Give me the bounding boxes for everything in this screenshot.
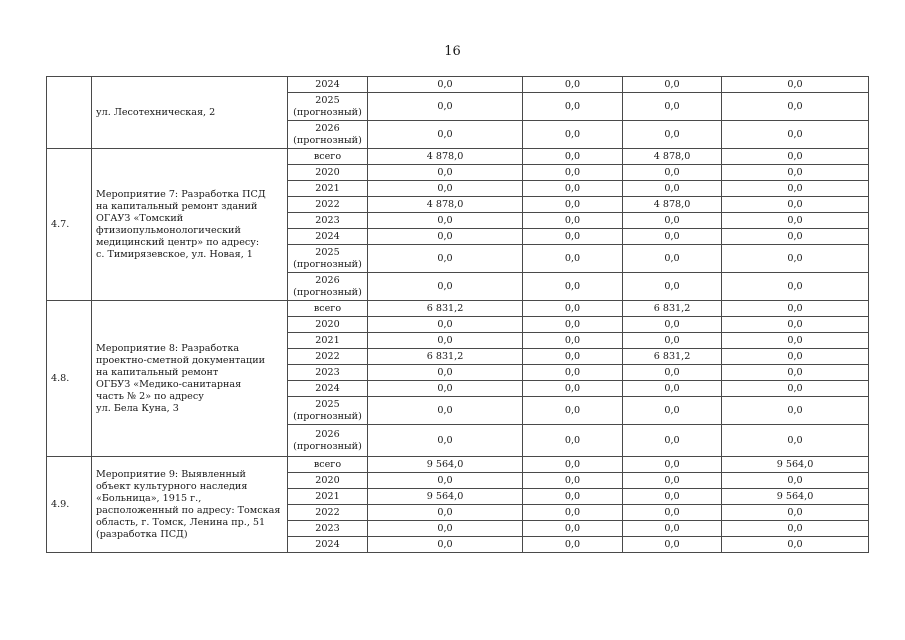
year-label: 2024 <box>315 538 340 550</box>
year-label: 2025 <box>315 246 340 258</box>
year-label: 2020 <box>315 318 340 330</box>
value-cell: 0,0 <box>368 245 523 273</box>
year-label: всего <box>313 150 342 162</box>
value-cell: 0,0 <box>523 213 623 229</box>
item-number: 4.7. <box>47 149 92 301</box>
value-cell: 0,0 <box>523 273 623 301</box>
value-cell: 0,0 <box>368 229 523 245</box>
value-cell: 0,0 <box>722 93 869 121</box>
year-cell <box>288 425 368 457</box>
value-cell: 0,0 <box>722 425 869 457</box>
item-description <box>92 149 288 301</box>
year-cell <box>288 397 368 425</box>
year-label: 2020 <box>315 166 340 178</box>
item-number: 4.8. <box>47 301 92 457</box>
value-cell: 0,0 <box>722 365 869 381</box>
year-cell <box>288 473 368 489</box>
value-cell: 0,0 <box>722 381 869 397</box>
table-row <box>47 77 869 93</box>
value-cell: 6 831,2 <box>623 301 722 317</box>
item-number <box>47 77 92 149</box>
year-label: (прогнозный) <box>293 106 362 118</box>
value-cell: 0,0 <box>623 333 722 349</box>
year-cell <box>288 457 368 473</box>
value-cell: 0,0 <box>623 165 722 181</box>
year-label: 2025 <box>315 398 340 410</box>
year-label: 2026 <box>315 274 340 286</box>
description-line: с. Тимирязевское, ул. Новая, 1 <box>96 248 253 260</box>
description-line: Мероприятие 8: Разработка <box>96 342 240 354</box>
description-line: часть № 2» по адресу <box>96 390 204 402</box>
year-cell <box>288 213 368 229</box>
value-cell: 4 878,0 <box>368 197 523 213</box>
value-cell: 0,0 <box>623 489 722 505</box>
description-line: на капитальный ремонт зданий <box>96 200 258 212</box>
value-cell: 0,0 <box>368 77 523 93</box>
year-cell <box>288 301 368 317</box>
year-cell <box>288 381 368 397</box>
description-line: ул. Лесотехническая, 2 <box>96 106 216 118</box>
value-cell: 0,0 <box>623 425 722 457</box>
value-cell: 0,0 <box>722 301 869 317</box>
year-label: 2025 <box>315 94 340 106</box>
value-cell: 0,0 <box>623 121 722 149</box>
value-cell: 9 564,0 <box>368 457 523 473</box>
value-cell: 0,0 <box>523 489 623 505</box>
value-cell: 0,0 <box>523 349 623 365</box>
year-cell <box>288 197 368 213</box>
value-cell: 0,0 <box>722 77 869 93</box>
value-cell: 0,0 <box>623 93 722 121</box>
value-cell: 4 878,0 <box>623 197 722 213</box>
year-cell <box>288 77 368 93</box>
value-cell: 9 564,0 <box>722 489 869 505</box>
value-cell: 0,0 <box>368 365 523 381</box>
year-cell <box>288 365 368 381</box>
year-cell <box>288 93 368 121</box>
value-cell: 0,0 <box>623 77 722 93</box>
value-cell: 0,0 <box>523 93 623 121</box>
year-label: всего <box>313 302 342 314</box>
value-cell: 0,0 <box>722 245 869 273</box>
year-label: 2024 <box>315 230 340 242</box>
value-cell: 0,0 <box>523 121 623 149</box>
value-cell: 0,0 <box>722 213 869 229</box>
year-label: всего <box>313 458 342 470</box>
value-cell: 0,0 <box>722 505 869 521</box>
description-line: расположенный по адресу: Томская <box>96 504 281 516</box>
value-cell: 0,0 <box>623 397 722 425</box>
value-cell: 0,0 <box>368 181 523 197</box>
budget-table <box>46 76 869 553</box>
description-line: ОГАУЗ «Томский <box>96 212 184 224</box>
description-line: Мероприятие 9: Выявленный <box>96 468 246 480</box>
value-cell: 4 878,0 <box>623 149 722 165</box>
value-cell: 0,0 <box>523 381 623 397</box>
page-number: 16 <box>444 44 461 59</box>
item-description <box>92 457 288 553</box>
description-line: фтизиопульмонологический <box>96 224 241 236</box>
year-label: (прогнозный) <box>293 440 362 452</box>
value-cell: 0,0 <box>722 537 869 553</box>
value-cell: 0,0 <box>722 333 869 349</box>
year-label: 2022 <box>315 350 340 362</box>
item-number: 4.9. <box>47 457 92 553</box>
description-line: Мероприятие 7: Разработка ПСД <box>96 188 266 200</box>
value-cell: 0,0 <box>623 505 722 521</box>
value-cell: 0,0 <box>623 365 722 381</box>
value-cell: 0,0 <box>368 521 523 537</box>
year-label: 2023 <box>315 214 340 226</box>
value-cell: 0,0 <box>722 521 869 537</box>
value-cell: 0,0 <box>722 121 869 149</box>
value-cell: 0,0 <box>523 537 623 553</box>
value-cell: 0,0 <box>623 537 722 553</box>
value-cell: 6 831,2 <box>623 349 722 365</box>
year-cell <box>288 537 368 553</box>
year-cell <box>288 149 368 165</box>
value-cell: 0,0 <box>368 121 523 149</box>
value-cell: 0,0 <box>523 365 623 381</box>
value-cell: 0,0 <box>368 505 523 521</box>
value-cell: 0,0 <box>523 149 623 165</box>
value-cell: 0,0 <box>722 397 869 425</box>
year-label: (прогнозный) <box>293 258 362 270</box>
year-label: 2024 <box>315 78 340 90</box>
value-cell: 0,0 <box>722 165 869 181</box>
value-cell: 0,0 <box>368 397 523 425</box>
year-cell <box>288 505 368 521</box>
value-cell: 0,0 <box>722 473 869 489</box>
year-label: 2021 <box>315 490 340 502</box>
description-line: объект культурного наследия <box>96 480 248 492</box>
year-label: 2026 <box>315 428 340 440</box>
year-label: 2023 <box>315 366 340 378</box>
value-cell: 0,0 <box>368 165 523 181</box>
value-cell: 0,0 <box>368 213 523 229</box>
value-cell: 0,0 <box>523 77 623 93</box>
year-cell <box>288 181 368 197</box>
year-cell <box>288 521 368 537</box>
value-cell: 0,0 <box>722 149 869 165</box>
value-cell: 0,0 <box>523 165 623 181</box>
value-cell: 0,0 <box>722 229 869 245</box>
value-cell: 0,0 <box>523 397 623 425</box>
year-cell <box>288 333 368 349</box>
description-line: медицинский центр» по адресу: <box>96 236 260 248</box>
value-cell: 0,0 <box>523 425 623 457</box>
year-cell <box>288 165 368 181</box>
year-label: (прогнозный) <box>293 134 362 146</box>
value-cell: 0,0 <box>523 317 623 333</box>
value-cell: 0,0 <box>623 273 722 301</box>
description-line: (разработка ПСД) <box>96 528 188 540</box>
value-cell: 0,0 <box>368 425 523 457</box>
year-label: 2026 <box>315 122 340 134</box>
year-label: 2023 <box>315 522 340 534</box>
value-cell: 0,0 <box>523 473 623 489</box>
value-cell: 0,0 <box>523 505 623 521</box>
value-cell: 0,0 <box>368 333 523 349</box>
table-row <box>47 149 869 165</box>
value-cell: 6 831,2 <box>368 301 523 317</box>
value-cell: 0,0 <box>623 245 722 273</box>
value-cell: 0,0 <box>523 301 623 317</box>
value-cell: 9 564,0 <box>368 489 523 505</box>
value-cell: 0,0 <box>368 473 523 489</box>
item-description <box>92 77 288 149</box>
description-line: ул. Бела Куна, 3 <box>96 402 179 414</box>
value-cell: 6 831,2 <box>368 349 523 365</box>
value-cell: 0,0 <box>523 457 623 473</box>
description-line: область, г. Томск, Ленина пр., 51 <box>96 516 266 528</box>
value-cell: 0,0 <box>623 381 722 397</box>
year-label: 2022 <box>315 198 340 210</box>
description-line: ОГБУЗ «Медико-санитарная <box>96 378 242 390</box>
value-cell: 0,0 <box>523 333 623 349</box>
value-cell: 0,0 <box>523 521 623 537</box>
year-label: (прогнозный) <box>293 286 362 298</box>
table-row <box>47 301 869 317</box>
year-cell <box>288 245 368 273</box>
value-cell: 0,0 <box>368 537 523 553</box>
value-cell: 0,0 <box>523 229 623 245</box>
value-cell: 0,0 <box>368 381 523 397</box>
year-cell <box>288 317 368 333</box>
description-line: «Больница», 1915 г., <box>96 492 202 504</box>
value-cell: 0,0 <box>623 213 722 229</box>
value-cell: 4 878,0 <box>368 149 523 165</box>
year-cell <box>288 121 368 149</box>
value-cell: 9 564,0 <box>722 457 869 473</box>
value-cell: 0,0 <box>722 197 869 213</box>
value-cell: 0,0 <box>722 273 869 301</box>
value-cell: 0,0 <box>623 317 722 333</box>
value-cell: 0,0 <box>523 181 623 197</box>
table-row <box>47 457 869 473</box>
value-cell: 0,0 <box>722 317 869 333</box>
year-cell <box>288 229 368 245</box>
year-label: 2021 <box>315 334 340 346</box>
year-label: 2021 <box>315 182 340 194</box>
year-label: 2024 <box>315 382 340 394</box>
value-cell: 0,0 <box>368 93 523 121</box>
year-cell <box>288 489 368 505</box>
value-cell: 0,0 <box>623 457 722 473</box>
value-cell: 0,0 <box>623 181 722 197</box>
value-cell: 0,0 <box>523 245 623 273</box>
value-cell: 0,0 <box>623 521 722 537</box>
year-label: (прогнозный) <box>293 410 362 422</box>
description-line: на капитальный ремонт <box>96 366 219 378</box>
value-cell: 0,0 <box>368 273 523 301</box>
value-cell: 0,0 <box>623 473 722 489</box>
value-cell: 0,0 <box>722 349 869 365</box>
year-cell <box>288 349 368 365</box>
value-cell: 0,0 <box>523 197 623 213</box>
value-cell: 0,0 <box>722 181 869 197</box>
year-cell <box>288 273 368 301</box>
year-label: 2020 <box>315 474 340 486</box>
description-line: проектно-сметной документации <box>96 354 265 366</box>
value-cell: 0,0 <box>623 229 722 245</box>
item-description <box>92 301 288 457</box>
value-cell: 0,0 <box>368 317 523 333</box>
year-label: 2022 <box>315 506 340 518</box>
